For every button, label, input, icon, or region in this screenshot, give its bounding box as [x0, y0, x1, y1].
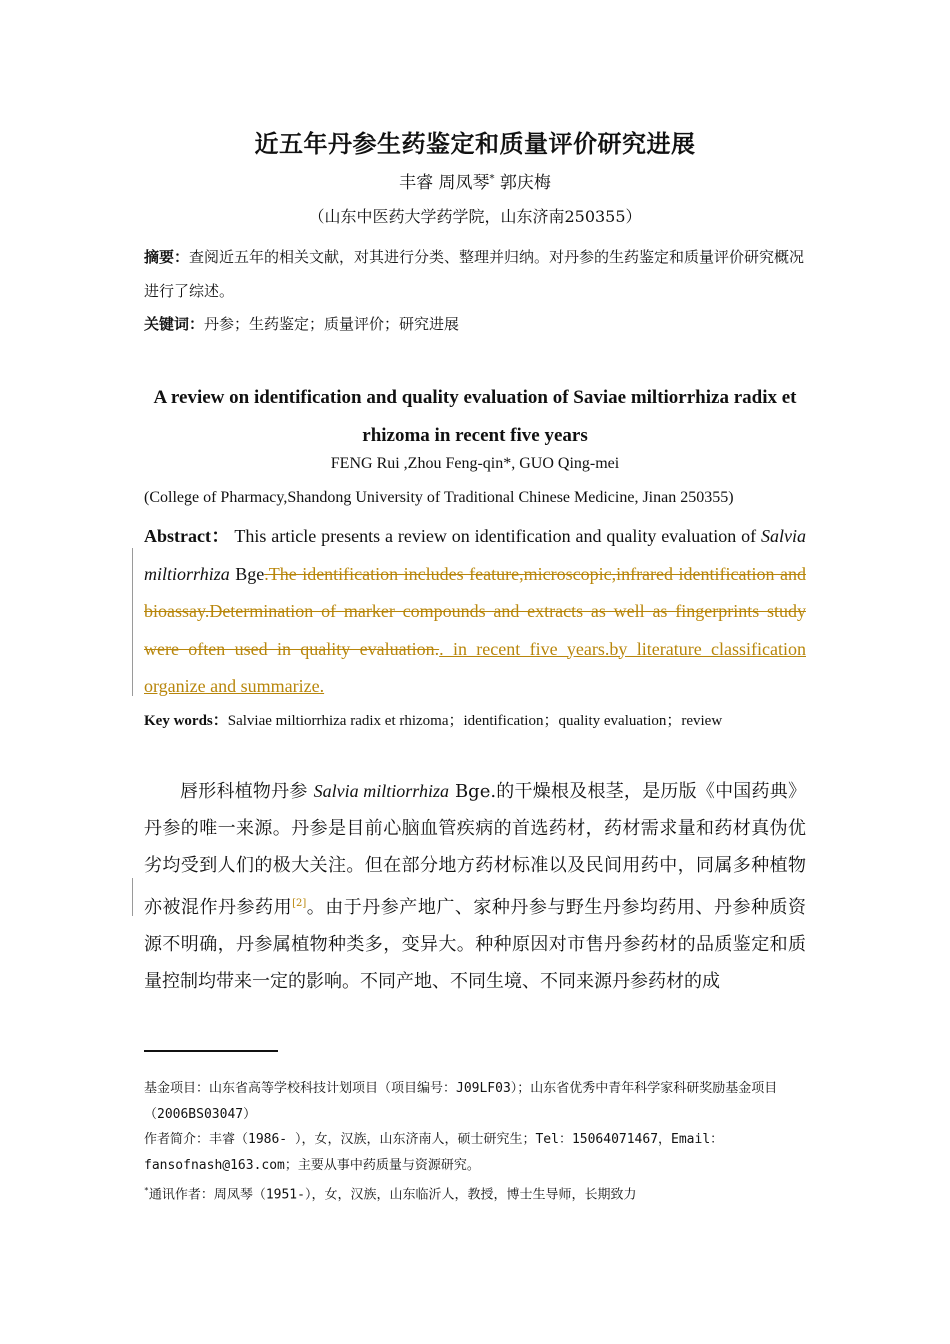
english-affiliation: (College of Pharmacy,Shandong University of Traditional Chinese Medicine, Jinan 250355)	[144, 489, 734, 506]
affiliation: （山东中医药大学药学院，山东济南250355）	[308, 207, 642, 226]
en-abstract-species: Salvia miltiorrhiza	[144, 526, 807, 584]
body-paragraph	[144, 773, 806, 1000]
footnote-corr-text: 通讯作者：周凤琴（1951-），女，汉族，山东临沂人，教授，博士生导师，长期致力	[148, 1187, 637, 1203]
english-abstract	[144, 518, 806, 706]
authors-tail: 郭庆梅	[494, 173, 551, 193]
en-abstract-label: Abstract：	[144, 526, 230, 546]
change-bar	[132, 548, 133, 696]
chinese-abstract	[144, 240, 806, 308]
body-text-part1: 唇形科植物丹参	[180, 781, 314, 802]
body-text-part3: 。由于丹参产地广、家种丹参与野生丹参均药用、丹参种质资源不明确，丹参属植物种类多，变异大。种种原因对市售丹参药材的品质鉴定和质量控制均带来一定的影响。不同产地、不同生境、不同来源丹参药材的成	[144, 896, 807, 993]
footnote-funding: 基金项目：山东省高等学校科技计划项目（项目编号：J09LF03）；山东省优秀中青年科学家科研奖励基金项目（2006BS03047）	[144, 1081, 778, 1122]
footnote-corresponding	[144, 1178, 784, 1208]
corresponding-mark: *	[489, 173, 495, 185]
body-species: Salvia miltiorrhiza	[313, 781, 449, 801]
cn-keywords-text: 丹参；生药鉴定；质量评价；研究进展	[204, 315, 460, 333]
author-line	[0, 168, 950, 193]
chinese-keywords	[144, 313, 806, 334]
citation-reference[interactable]: [2]	[292, 897, 307, 909]
footnote-author-bio: 作者简介：丰睿（1986- ），女，汉族，山东济南人，硕士研究生；Tel：15064071467，Email：fansofnash@163.com；主要从事中药质量与资源研究。	[144, 1132, 724, 1173]
change-bar	[132, 878, 133, 916]
en-keywords-text: Salviae miltiorrhiza radix et rhizoma；identification；quality evaluation；review	[227, 713, 723, 729]
paper-title: 近五年丹参生药鉴定和质量评价研究进展	[254, 129, 696, 158]
english-authors: FENG Rui ,Zhou Feng-qin*, GUO Qing-mei	[330, 455, 620, 472]
tracked-deletion[interactable]: .The identification includes feature,microscopic,infrared identification and bioassay.Determination of marker compounds and extracts as well as fingerprints study were often used in quality evaluation.	[144, 563, 806, 659]
en-abstract-lead: This article presents a review on identification and quality evaluation of	[229, 526, 762, 546]
tracked-insertion[interactable]: . in recent five years.by literature classification organize and summarize.	[144, 638, 806, 696]
en-keywords-label: Key words：	[144, 713, 228, 729]
authors-primary: 丰睿 周凤琴	[399, 173, 490, 193]
footnote-separator	[144, 1050, 278, 1052]
english-keywords	[144, 709, 824, 730]
body-text-part2: Bge.的干燥根及根茎，是历版《中国药典》丹参的唯一来源。丹参是目前心脑血管疾病的首选药材，药材需求量和药材真伪优劣均受到人们的极大关注。但在部分地方药材标准以及民间用药中，同属多种植物亦被混作丹参药用	[144, 781, 806, 918]
cn-abstract-text: 查阅近五年的相关文献，对其进行分类、整理并归纳。对丹参的生药鉴定和质量评价研究概况进行了综述。	[144, 248, 805, 300]
cn-keywords-label: 关键词：	[144, 315, 205, 333]
english-title: A review on identification and quality evaluation of Saviae miltiorrhiza radix et rhizoma in recent five years	[153, 387, 797, 446]
en-abstract-bge: Bge	[229, 563, 265, 584]
footnotes	[144, 1076, 784, 1208]
cn-abstract-label: 摘要：	[144, 248, 190, 266]
footnote-corr-mark: *	[144, 1186, 149, 1195]
